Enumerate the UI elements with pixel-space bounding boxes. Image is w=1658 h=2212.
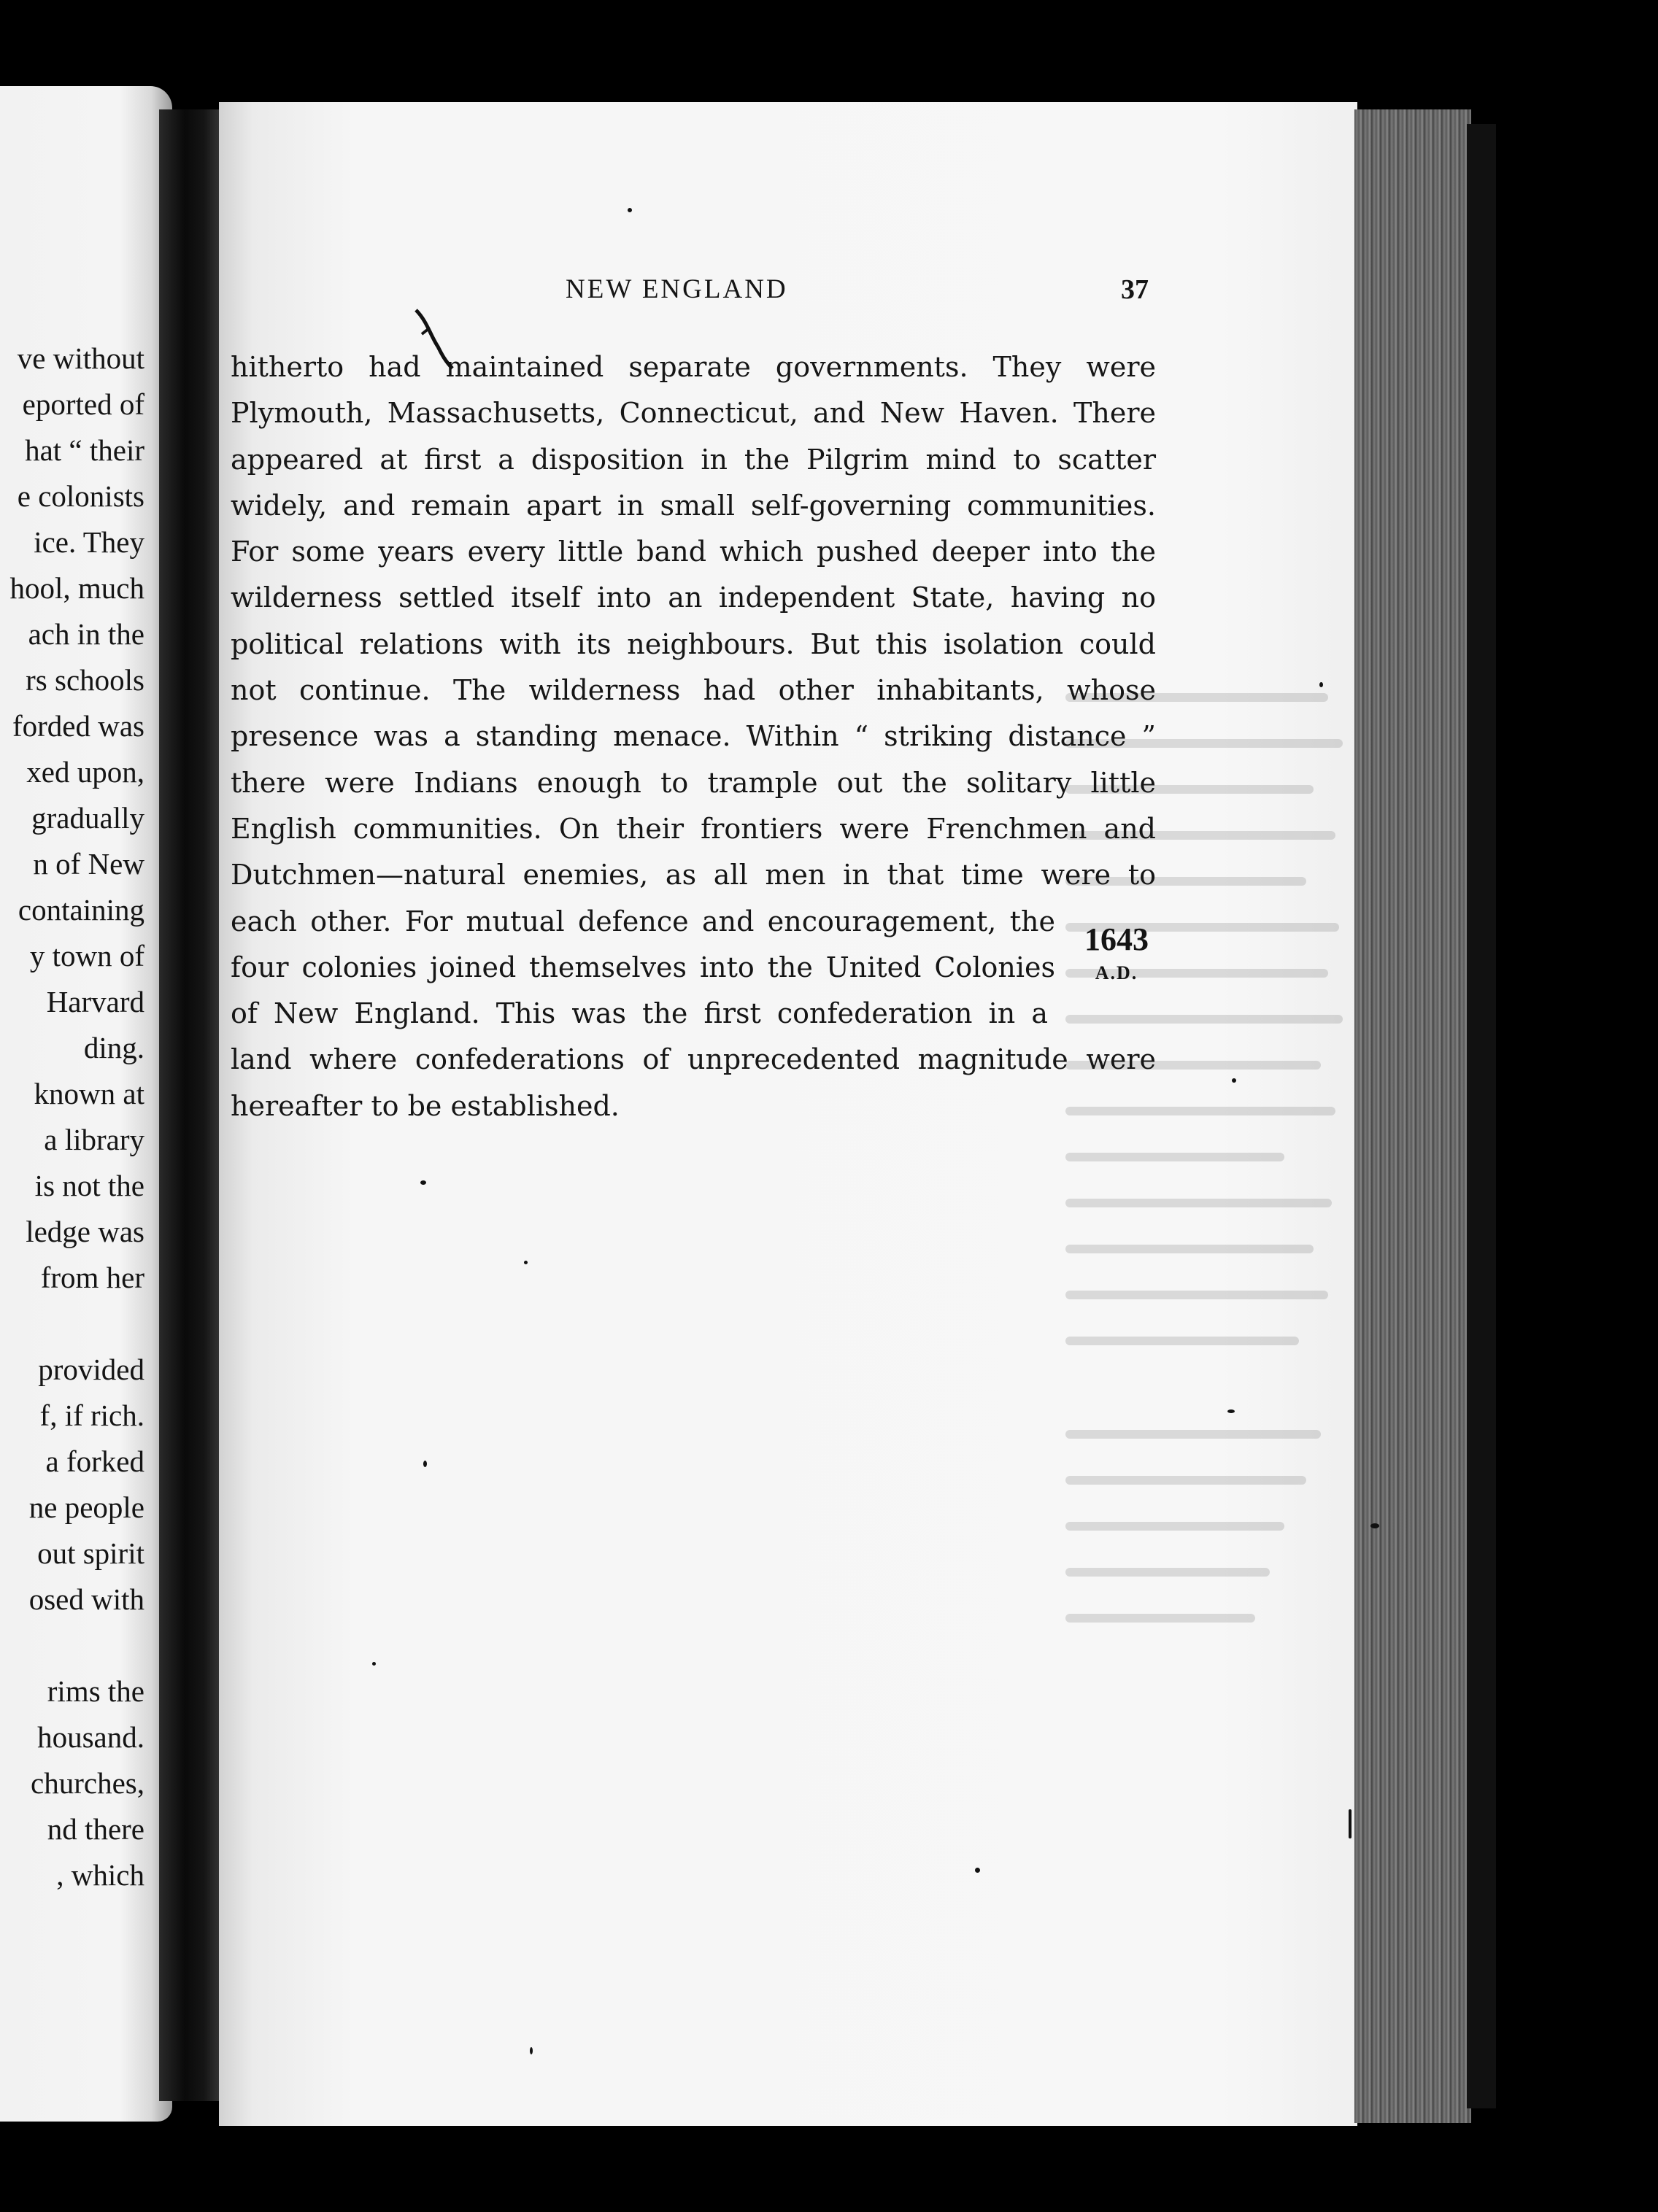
facing-line: ice. They: [34, 525, 144, 559]
facing-line: ach in the: [28, 617, 144, 651]
dust-speck: [420, 1180, 426, 1185]
facing-page-text: [10, 336, 144, 1898]
dust-speck: [628, 208, 632, 212]
text-line: English communities. On their frontiers were Frenchmen and: [231, 812, 1156, 845]
dust-speck: [1227, 1409, 1235, 1413]
text-line: hereafter to be established.: [231, 1089, 620, 1122]
text-line: For some years every little band which pushed deeper into the: [231, 535, 1156, 568]
text-line: of New England. This was the first confederation in a: [231, 997, 1048, 1030]
text-line: four colonies joined themselves into the United Colonies: [231, 951, 1055, 983]
facing-line: y town of: [29, 939, 144, 972]
facing-line: containing: [18, 893, 144, 927]
facing-line: rs schools: [26, 663, 144, 697]
book-gutter: [159, 109, 223, 2101]
margin-year: 1643: [1084, 921, 1149, 957]
dust-speck: [975, 1868, 980, 1873]
text-line: political relations with its neighbours. But this isolation could: [231, 627, 1156, 660]
dust-speck: [1349, 1809, 1352, 1838]
text-line: wilderness settled itself into an independent State, having no: [231, 581, 1156, 614]
facing-line: ve without: [17, 341, 144, 375]
facing-line: osed with: [28, 1582, 144, 1616]
text-line: appeared at first a disposition in the Pilgrim mind to scatter: [231, 443, 1156, 476]
page-edge-shadow: [1467, 124, 1496, 2108]
text-line: there were Indians enough to trample out the solitary little: [231, 766, 1156, 799]
dust-speck: [1232, 1078, 1236, 1083]
text-line: Dutchmen—natural enemies, as all men in that time were to: [231, 859, 1156, 892]
facing-line: [10, 1623, 144, 1668]
facing-line: ne people: [28, 1490, 144, 1524]
facing-line: [10, 1301, 144, 1347]
facing-line: provided: [38, 1353, 144, 1386]
margin-date-note: [1073, 921, 1160, 988]
text-line: presence was a standing menace. Within “ striking distance ”: [231, 720, 1156, 753]
text-line: each other. For mutual defence and encouragement, the: [231, 905, 1055, 937]
page-number: 37: [1121, 274, 1149, 305]
running-head-title: NEW ENGLAND: [566, 274, 788, 304]
facing-line: out spirit: [37, 1536, 144, 1570]
facing-line: nd there: [47, 1812, 144, 1846]
text-line: hitherto had maintained separate governments. They were: [231, 351, 1156, 383]
facing-line: hool, much: [9, 571, 144, 605]
dust-speck: [530, 2047, 533, 2054]
facing-line: hat “ their: [25, 433, 144, 467]
facing-line: Harvard: [46, 985, 144, 1018]
facing-line: is not the: [34, 1169, 144, 1202]
facing-line: xed upon,: [26, 755, 144, 789]
facing-line: from her: [40, 1261, 144, 1294]
text-line: land where confederations of unprecedented magnitude were: [231, 1043, 1156, 1076]
dust-speck: [372, 1662, 376, 1666]
facing-line: a library: [44, 1123, 144, 1156]
facing-line: e colonists: [17, 479, 144, 513]
text-line: not continue. The wilderness had other inhabitants, whose: [231, 674, 1156, 707]
margin-era: A.D.: [1095, 962, 1138, 983]
body-text: [231, 344, 1156, 1129]
text-line: widely, and remain apart in small self-governing communities.: [231, 489, 1156, 522]
ink-scratch-mark: [409, 306, 467, 372]
facing-page: [0, 86, 172, 2122]
facing-line: rims the: [47, 1674, 144, 1708]
running-head: [219, 274, 1357, 310]
facing-line: housand.: [37, 1720, 144, 1754]
facing-line: churches,: [31, 1766, 144, 1800]
dust-speck: [524, 1261, 528, 1264]
page-edges: [1354, 109, 1471, 2123]
facing-line: known at: [34, 1077, 144, 1110]
dust-speck: [1370, 1523, 1379, 1528]
text-line: Plymouth, Massachusetts, Connecticut, and New Haven. There: [231, 397, 1156, 430]
facing-line: , which: [56, 1858, 144, 1892]
facing-line: forded was: [12, 709, 144, 743]
dust-speck: [1319, 682, 1323, 687]
facing-line: ding.: [83, 1031, 144, 1064]
facing-line: gradually: [31, 801, 144, 835]
facing-line: n of New: [33, 847, 144, 881]
facing-line: eported of: [22, 387, 144, 421]
facing-line: f, if rich.: [39, 1399, 144, 1432]
dust-speck: [423, 1461, 427, 1467]
facing-line: a forked: [45, 1445, 144, 1478]
facing-line: ledge was: [26, 1215, 144, 1248]
